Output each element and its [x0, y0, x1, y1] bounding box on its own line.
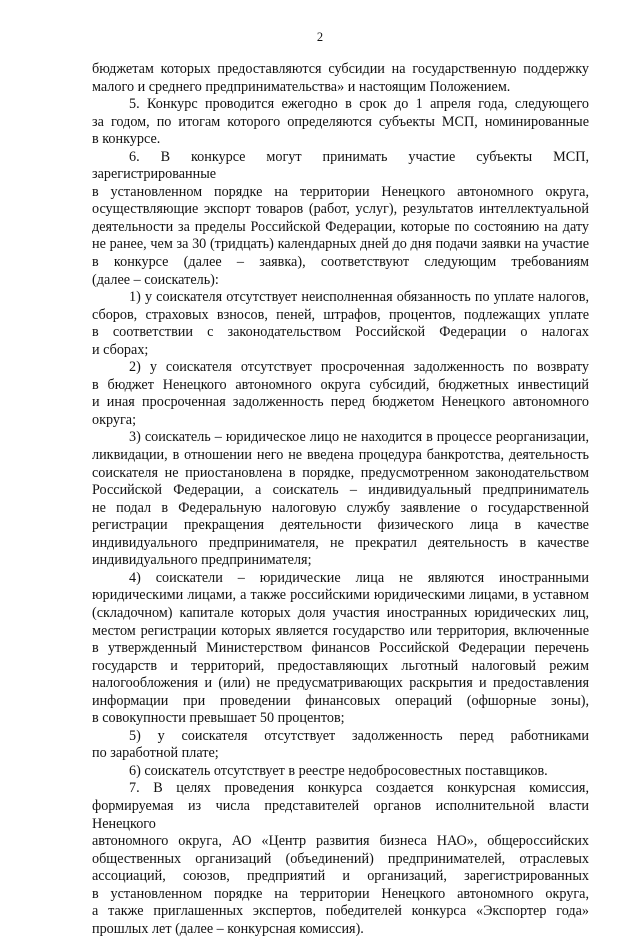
paragraph-line: прошлых лет (далее – конкурсная комиссия). [92, 920, 364, 937]
paragraph-line: регистрации прекращения деятельности физического лица в качестве [92, 517, 589, 534]
paragraph-line: а также приглашенных экспертов, победителей конкурса «Экспортер года» [92, 903, 589, 920]
paragraph-line: государств и территорий, предоставляющих льготный налоговый режим [92, 657, 589, 674]
paragraph-line: ликвидации, в отношении него не введена процедура банкротства, деятельность [92, 447, 589, 464]
paragraph-line: соискателя не приостановлена в порядке, предусмотренном законодательством [92, 464, 589, 481]
paragraph-line: (складочном) капитале которых доля участия иностранных юридических лиц, [92, 604, 589, 621]
paragraph-line: за годом, по итогам которого определяются субъекты МСП, номинированные [92, 113, 589, 130]
paragraph-line: формируемая из числа представителей органов исполнительной власти Ненецкого [92, 797, 589, 832]
paragraph-line: налогообложения и (или) не предусматривающих раскрытия и предоставления [92, 675, 589, 692]
paragraph-line: округа; [92, 411, 137, 428]
paragraph-line: 4) соискатели – юридические лица не являются иностранными [129, 569, 589, 586]
paragraph-line: 1) у соискателя отсутствует неисполненная обязанность по уплате налогов, [129, 289, 589, 306]
paragraph-line: Российской Федерации, а соискатель – индивидуальный предприниматель [92, 482, 589, 499]
paragraph-line: в бюджет Ненецкого автономного округа субсидий, бюджетных инвестиций [92, 376, 589, 393]
paragraph-line: 3) соискатель – юридическое лицо не находится в процессе реорганизации, [129, 429, 589, 446]
paragraph-line: и сборах; [92, 341, 149, 358]
paragraph-line: в конкурсе (далее – заявка), соответствуют следующим требованиям [92, 254, 589, 271]
paragraph-line: индивидуального предпринимателя, не прекратил деятельность в качестве [92, 534, 589, 551]
paragraph-line: малого и среднего предпринимательства» и настоящим Положением. [92, 78, 511, 95]
paragraph-line: 5. Конкурс проводится ежегодно в срок до 1 апреля года, следующего [129, 96, 589, 113]
paragraph-line: общественных организаций (объединений) предпринимателей, отраслевых [92, 850, 589, 867]
paragraph-line: информации при проведении финансовых операций (офшорные зоны), [92, 692, 589, 709]
paragraph-line: 5) у соискателя отсутствует задолженность перед работниками [129, 727, 589, 744]
paragraph-line: 7. В целях проведения конкурса создается конкурсная комиссия, [129, 780, 589, 797]
document-body [92, 61, 589, 938]
paragraph-line: осуществляющие экспорт товаров (работ, услуг), результатов интеллектуальной [92, 201, 589, 218]
paragraph-line: в установленном порядке на территории Ненецкого автономного округа, [92, 183, 589, 200]
paragraph-line: сборов, страховых взносов, пеней, штрафов, процентов, подлежащих уплате [92, 306, 589, 323]
paragraph-line: юридическими лицами, а также российскими юридическими лицами, в уставном [92, 587, 589, 604]
paragraph-line: автономного округа, АО «Центр развития бизнеса НАО», общероссийских [92, 833, 589, 850]
paragraph-line: бюджетам которых предоставляются субсидии на государственную поддержку [92, 61, 589, 77]
paragraph-line: в совокупности превышает 50 процентов; [92, 710, 345, 727]
paragraph-line: не подал в Федеральную налоговую службу заявление о государственной [92, 499, 589, 516]
paragraph-line: в установленном порядке на территории Ненецкого автономного округа, [92, 885, 589, 902]
paragraph-line: 6. В конкурсе могут принимать участие субъекты МСП, зарегистрированные [92, 148, 589, 183]
paragraph-line: в конкурсе. [92, 131, 161, 148]
page-number: 2 [316, 30, 324, 44]
paragraph-line: 2) у соискателя отсутствует просроченная задолженность по возврату [129, 359, 589, 376]
paragraph-line: (далее – соискатель): [92, 271, 219, 288]
paragraph-line: местом регистрации которых является государство или территория, включенные [92, 622, 589, 639]
paragraph-line: индивидуального предпринимателя; [92, 552, 312, 569]
paragraph-line: деятельности за пределы Российской Федерации, которые по состоянию на дату [92, 218, 589, 235]
paragraph-line: ассоциаций, союзов, предприятий и организаций, зарегистрированных [92, 868, 589, 885]
paragraph-line: по заработной плате; [92, 745, 219, 762]
paragraph-line: и иная просроченная задолженность перед бюджетом Ненецкого автономного [92, 394, 589, 411]
paragraph-line: не ранее, чем за 30 (тридцать) календарных дней до дня подачи заявки на участие [92, 236, 589, 253]
paragraph-line: 6) соискатель отсутствует в реестре недобросовестных поставщиков. [129, 762, 548, 779]
paragraph-line: в соответствии с законодательством Российской Федерации о налогах [92, 324, 589, 341]
paragraph-line: в утвержденный Министерством финансов Российской Федерации перечень [92, 640, 589, 657]
